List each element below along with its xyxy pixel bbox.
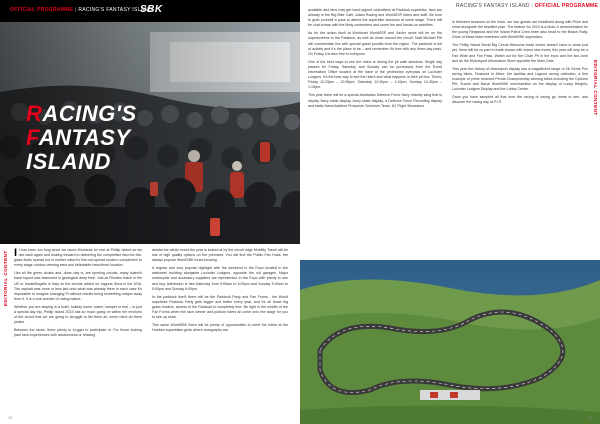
paragraph: This year the history of Motorsport display has a magnificent range of 26 Gents Prix racing bikes, Featured in Mixer, the Aprilias and Laguna racing collection, a fine example of prime restored Penda Championship winning bikes including the Cyclone Pitt, Suzuki and Naval WorldSBK merchandise on the display of Lucky Heights, Lucinder Lodgers Display and the Lobby Centre. xyxy=(452,66,588,92)
article-title: RACING'S FANTASY ISLAND xyxy=(26,101,137,174)
paragraph: As for the action itself at Worldcart WorldSSP and Xavier races will be on the superscreens in the Paddock, as well as those around the circuit. Matt Michael Pitt will commentate live with special guest pundits from the region. The paddock is full of activity and it's the place to be – and remember it's free with any three-day pass. On Friday it is also free to everyone. xyxy=(308,31,442,56)
circuit-aerial-photo xyxy=(300,260,600,424)
paragraph: In the paddock itself, there will be the Paddock Party and Fan Forms - the World superbike Paddock Party gets bigger and better every year, and for all those big grass holders, access to the Paddock is completely free. Be right in the middle of the Fan Forms when the race winner and podium riders all come onto the stage for you to see up close. xyxy=(152,294,288,320)
right-column-2 xyxy=(452,20,588,108)
paragraph: amidst the whole event the year is looked at by the circuit ridge Mobility Travel will be lots of high quality options on the premises. You will find the Public Fan Hubs, the always popular WorldSBK tunes busking. xyxy=(152,248,288,263)
paragraph: The Phillip Island World Big Circuit Welcome trade centre doesn't have to close just yet, there will be no part in trade shows with brand new event, this year will only be a Fan Wide and Fan Pass. Watch out for the Chart Pit in the expo and the fan zone and as the Motorsport Information Store opposite the Main Gate. xyxy=(452,43,588,63)
right-header xyxy=(450,0,600,12)
circuit-aerial-image xyxy=(300,260,600,424)
left-header xyxy=(0,0,300,22)
left-column-2 xyxy=(152,248,288,336)
paragraph: This year there will be a special Australian Defence Force Navy Infantry wing that is display Navy static display, Army static display, a Defence Force Recruiting display and static Naval Aviation Prospects Schemes Team, KZ Flight Simulators. xyxy=(308,93,442,108)
paragraph: This same WorldSBK there will be plenty of opportunities to meet the riders at the Hotdoor superbikes grids where autographs are xyxy=(152,323,288,333)
paragraph: In between sessions on the track, our two guests are headlined along with Prize and show alongside the headline plan. The feature for 2024 is a Moto-X demonstration for the young Ringwood and the Inland Patrol Crew team also head to the Beach Rally. Grow of these team members with WorldSBK superstars. xyxy=(452,20,588,40)
paragraph: Between the races, there plenty to bi-gger to participate in. For those looking past race-experiences with randomness or relaxing xyxy=(14,328,142,338)
right-header-label: RACING'S FANTASY ISLAND | OFFICIAL PROGRAMME xyxy=(456,3,599,9)
paragraph: A regular and very popular highlight with the weekend is the Expo located in the welcome! building alongside Lucinder Lodgers, opposite the old garages. Major motorcycle and accessory suppliers are represented in the Expo with plenty to see and buy. Admission is free.Saturday from 9:00am to 6:00pm and Sunday 9:00am to 5:00pm and Sunday 6:00pm. xyxy=(152,266,288,291)
right-page-number: 11 xyxy=(588,415,593,420)
paragraph: available and fans may get hand-signed collectibles at Paddock superbike, fans are already in the Big Bike Cafe, Adam Racing and WorldSSP riders and staff. Be sure to grab yourself a pass to attend the superbike sessions at some stage. There will be chat shows with the likely contenders and some fun and hands-on activities. xyxy=(308,8,442,28)
left-side-tab: EDITORIAL CONTENT xyxy=(3,250,8,306)
right-page xyxy=(300,0,600,424)
paragraph: Whether you are staying in a hotel, holiday home, trailer, camper or tent – or just a special day trip, Phillip Island 2023 has so much going on within the environs of the circuit that we are going to struggle to list them all, never mind do them justice. xyxy=(14,304,142,325)
left-page-number: 10 xyxy=(8,415,13,420)
right-column-1 xyxy=(308,8,442,112)
sbk-logo: SBK xyxy=(140,4,163,15)
paragraph: One of the best ways to see the riders is during the pit walk sessions. Single day passes for Friday, Saturday and Sunday can be purchased from the Event Information Office located at the base of the pedestrian overpass on Lucinder Lodgers. It's the best way to see the riders and what happens in their pit box. Times: Friday 12:25pm – 12:55pm; Saturday 12:40pm – 1:10pm; Sunday 12:45pm – 1:15pm. xyxy=(308,59,442,90)
left-column-1 xyxy=(14,248,142,342)
paragraph: It has been too long since we raced Worldsbk for real at Phillip Island so we are back again and looking forward to delivering the competitive face-for-the-glass finals spread out in mother nature's fine-out-spread modern compliment to every stage outdoor viewing area and delectable beachfront location. xyxy=(14,247,142,268)
right-side-tab: EDITORIAL CONTENT xyxy=(593,60,598,116)
paragraph: Like all the green cloaks and, dune clay is, are sporting circuits, many Island's basic layout was fashioned in geological deep time. Just as Rhodes Hatch in the UK or Imola/Mugello in Italy so the circuits added on Laguna Seca in the USA. The asphalt was more or less laid onto what was already there in each case it's impossible to imagine changing PI without results being something unique away from it. It is a true wonder of racing nature. xyxy=(14,271,142,301)
left-header-label: OFFICIAL PROGRAMME | RACING'S FANTASY ISLAND xyxy=(10,7,153,13)
paragraph: Once you have sampled all that over the racing of racing go home to see, and discover the racing day at P.I.S. xyxy=(452,95,588,105)
